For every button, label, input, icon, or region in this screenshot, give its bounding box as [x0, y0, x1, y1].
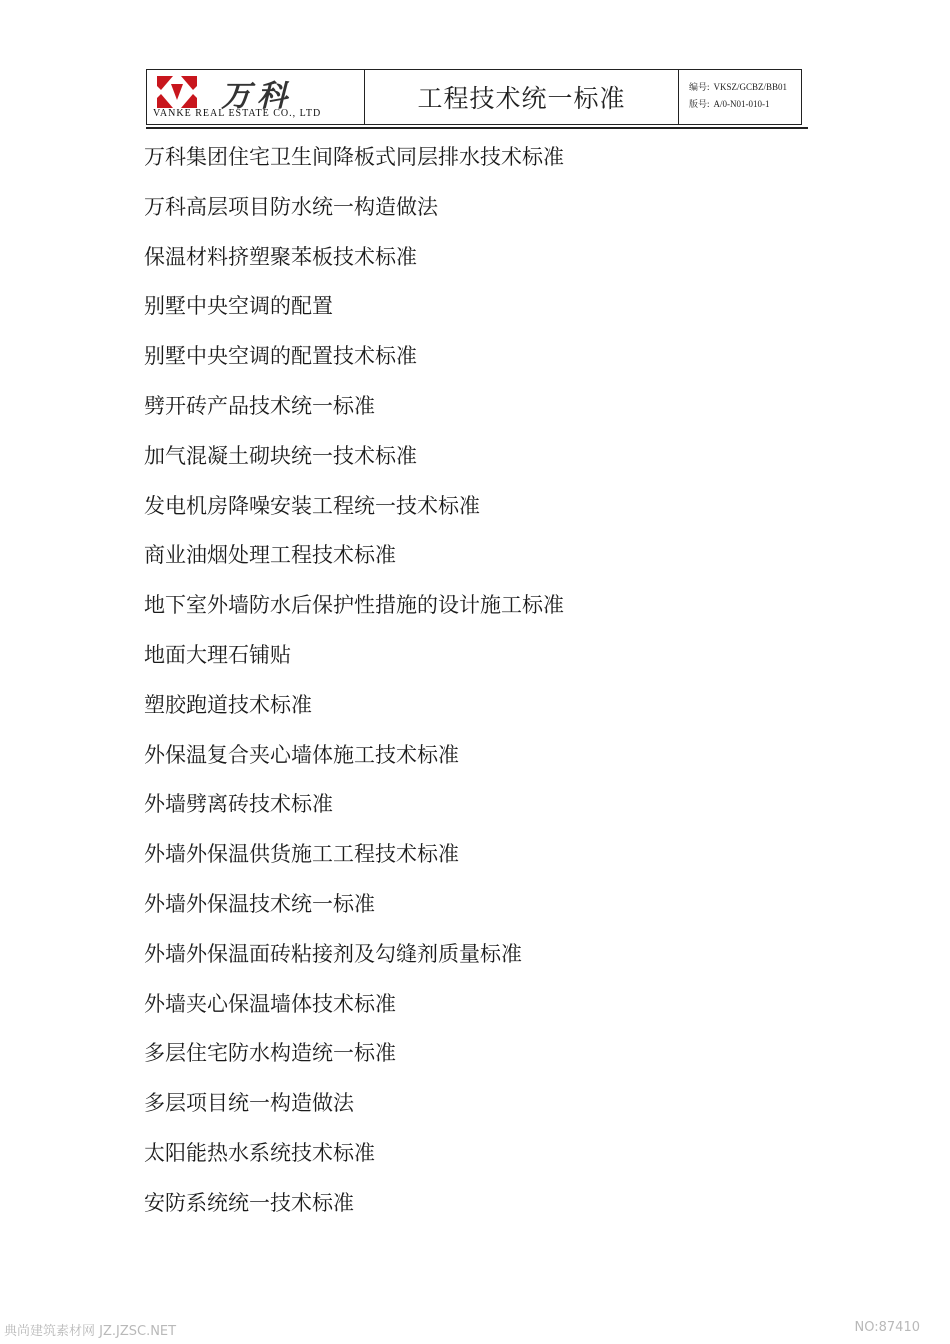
code-value: VKSZ/GCBZ/BB01 — [713, 82, 788, 92]
title-block — [365, 70, 679, 124]
list-item: 地面大理石铺贴 — [144, 642, 291, 667]
list-item: 发电机房降噪安装工程统一技术标准 — [144, 493, 480, 518]
list-item: 外墙夹心保温墙体技术标准 — [144, 991, 396, 1016]
list-item: 外墙外保温技术统一标准 — [144, 891, 375, 916]
version-row — [689, 96, 801, 113]
logo-english-text: VANKE REAL ESTATE CO., LTD — [153, 108, 322, 119]
watermark-number: NO:87410 — [854, 1320, 920, 1335]
logo-block — [147, 70, 365, 124]
list-item: 多层住宅防水构造统一标准 — [144, 1041, 396, 1066]
document-header — [146, 69, 802, 125]
list-item: 塑胶跑道技术标准 — [144, 692, 312, 717]
list-item: 加气混凝土砌块统一技术标准 — [144, 443, 417, 468]
list-item: 万科高层项目防水统一构造做法 — [144, 194, 438, 219]
list-item: 商业油烟处理工程技术标准 — [144, 543, 396, 568]
list-item: 外墙外保温面砖粘接剂及勾缝剂质量标准 — [144, 941, 522, 966]
list-item: 外墙外保温供货施工工程技术标准 — [144, 842, 459, 867]
code-row — [689, 79, 801, 96]
list-item: 外墙劈离砖技术标准 — [144, 792, 333, 817]
list-item: 安防系统统一技术标准 — [144, 1190, 354, 1215]
logo-chinese-text: 万科 — [221, 79, 293, 114]
list-item: 别墅中央空调的配置 — [144, 294, 333, 319]
header-divider — [146, 127, 808, 129]
watermark-site: 典尚建筑素材网 JZ.JZSC.NET — [4, 1324, 177, 1339]
standards-list — [144, 140, 564, 1236]
list-item: 别墅中央空调的配置技术标准 — [144, 344, 417, 369]
meta-block — [679, 70, 801, 124]
code-label: 编号: — [689, 82, 710, 92]
document-title: 工程技术统一标准 — [417, 84, 626, 113]
version-label: 版号: — [689, 99, 710, 109]
list-item: 外保温复合夹心墙体施工技术标准 — [144, 742, 459, 767]
vanke-logo-icon — [157, 76, 197, 108]
list-item: 地下室外墙防水后保护性措施的设计施工标准 — [144, 593, 564, 618]
list-item: 保温材料挤塑聚苯板技术标准 — [144, 244, 417, 269]
list-item: 劈开砖产品技术统一标准 — [144, 393, 375, 418]
version-value: A/0-N01-010-1 — [713, 99, 770, 109]
list-item: 多层项目统一构造做法 — [144, 1091, 354, 1116]
list-item: 太阳能热水系统技术标准 — [144, 1140, 375, 1165]
list-item: 万科集团住宅卫生间降板式同层排水技术标准 — [144, 145, 564, 169]
